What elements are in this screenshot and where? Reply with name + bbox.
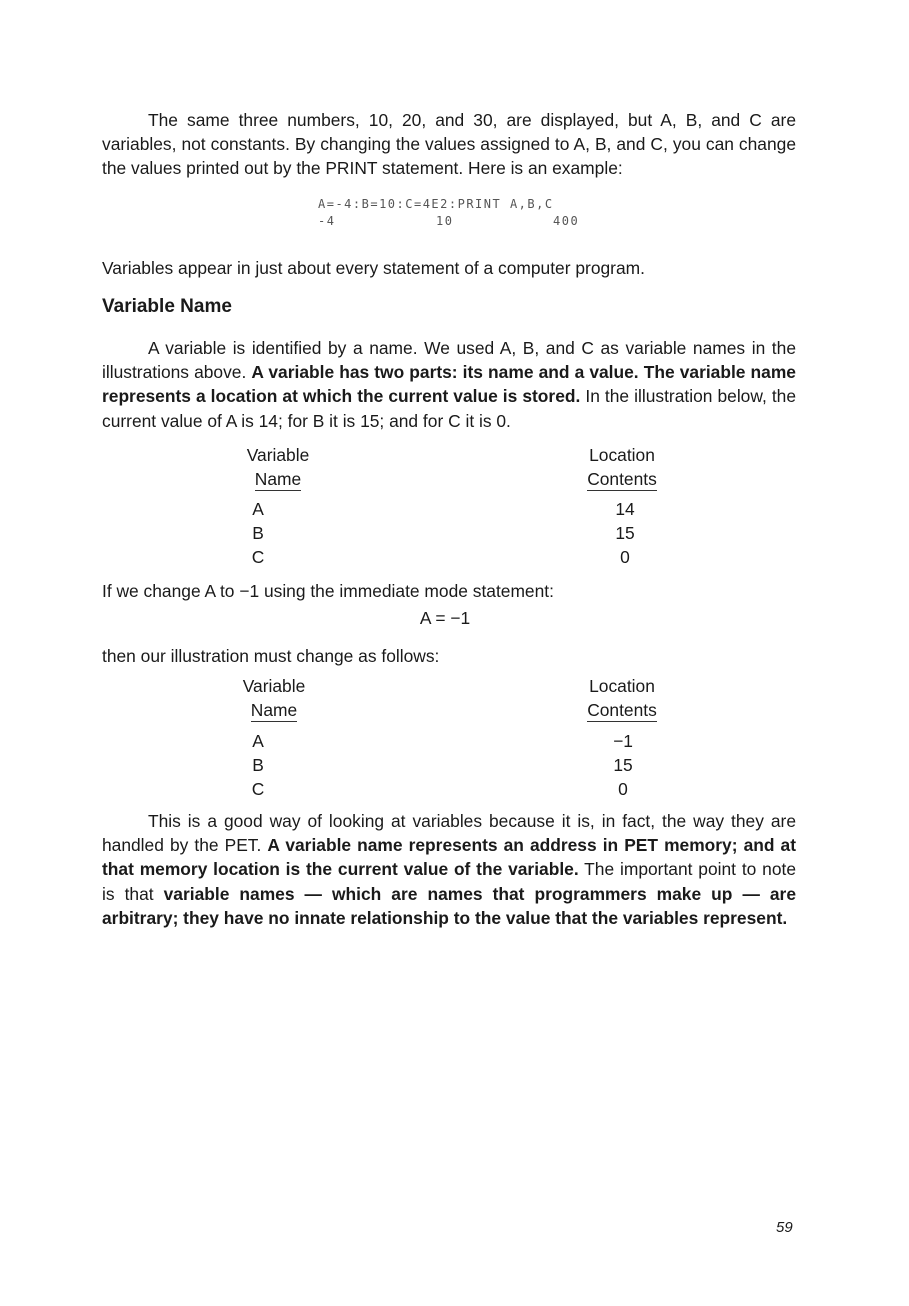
paragraph-variables-appear	[102, 256, 796, 280]
table2-value-a: −1	[613, 731, 633, 751]
paragraph-illustration-change-text: then our illustration must change as follows:	[102, 646, 440, 666]
table2-name-b: B	[252, 755, 264, 775]
paragraph-intro	[102, 108, 796, 181]
paragraph-intro-text: The same three numbers, 10, 20, and 30, are displayed, but A, B, and C are variables, not constants. By changing the values assigned to A, B, and C, you can change the values printed out by the PRINT statement. Here is an example:	[102, 110, 796, 179]
paragraph-variable-name	[102, 336, 796, 433]
table1-value-b: 15	[615, 523, 635, 543]
code-output-c: 400	[553, 214, 580, 228]
table2-value-b: 15	[613, 755, 633, 775]
paragraph-change-a-text: If we change A to −1 using the immediate mode statement:	[102, 581, 554, 601]
para6-text-2: The important point to note is that	[102, 859, 796, 904]
table2-name-a: A	[252, 731, 264, 751]
paragraph-change-a	[102, 579, 796, 603]
paragraph-variables-appear-text: Variables appear in just about every statement of a computer program.	[102, 258, 645, 278]
code-output-a: -4	[318, 214, 336, 228]
table1-col2-head2: Contents	[587, 469, 657, 489]
table1-value-a: 14	[615, 499, 635, 519]
table1-col2-head2-wrap	[576, 467, 668, 491]
table1-name-a: A	[252, 499, 264, 519]
paragraph-variable-name-text	[102, 336, 796, 433]
para3-bold-1: A variable has two parts: its name and a value. The variable name represents a location at which the current value is stored.	[102, 362, 796, 407]
table2-col2-head1: Location	[589, 676, 655, 696]
para6-bold-2: variable names — which are names that programmers make up — are arbitrary; they have no innate relationship to the value that the variables represent.	[102, 883, 796, 928]
table1-col1-head2-wrap	[236, 467, 320, 491]
table2-name-c: C	[251, 779, 265, 799]
code-line-statement: A=-4:B=10:C=4E2:PRINT A,B,C	[318, 197, 554, 211]
immediate-statement: A = −1	[419, 608, 471, 628]
para3-text-2: In the illustration below, the current value of A is 14; for B it is 15; and for C it is 0.	[102, 386, 797, 431]
table1-col2-head1: Location	[589, 445, 655, 465]
table1-value-c: 0	[620, 547, 630, 567]
table1-name-c: C	[251, 547, 265, 567]
table2-col1-head1: Variable	[242, 676, 306, 696]
para6-bold-1: A variable name represents an address in PET memory; and at that memory location is the current value of the variable.	[102, 835, 796, 880]
code-output-b: 10	[436, 214, 454, 228]
table2-col1-head2: Name	[250, 700, 298, 720]
paragraph-illustration-change	[102, 644, 796, 668]
table2-col2-head2-wrap	[576, 698, 668, 722]
table2-col2-head2: Contents	[587, 700, 657, 720]
paragraph-pet-memory	[102, 809, 796, 930]
paragraph-pet-memory-text	[102, 809, 796, 930]
para6-text-1: This is a good way of looking at variables because it is, in fact, the way they are handled by the PET.	[102, 811, 796, 856]
section-heading: Variable Name	[102, 296, 232, 317]
page-number: 59	[776, 1219, 793, 1236]
table1-name-b: B	[252, 523, 264, 543]
table2-value-c: 0	[618, 779, 628, 799]
table1-col1-head1: Variable	[246, 445, 310, 465]
table1-col1-head2: Name	[254, 469, 302, 489]
table2-col1-head2-wrap	[232, 698, 316, 722]
para3-text-1: A variable is identified by a name. We used A, B, and C as variable names in the illustrations above.	[102, 338, 796, 383]
